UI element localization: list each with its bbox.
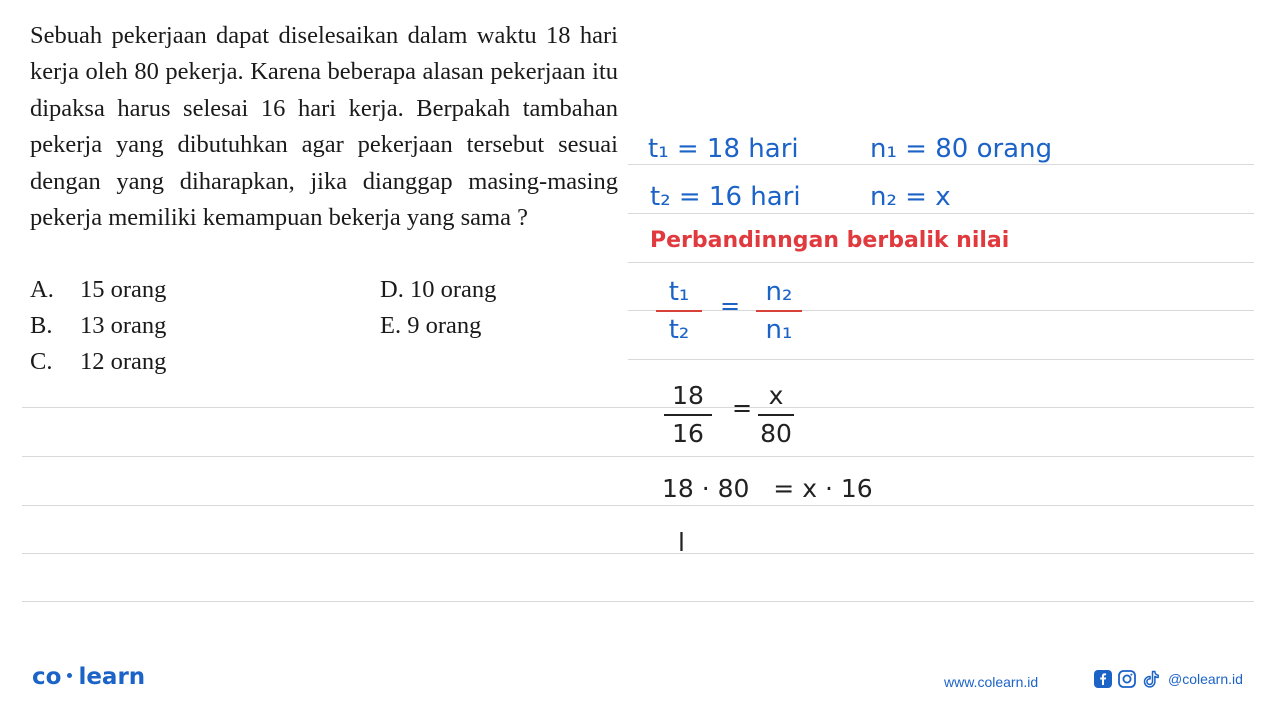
colearn-logo <box>32 664 145 690</box>
logo-left-text: co <box>32 664 62 690</box>
fraction-bar <box>656 310 702 312</box>
option-text: 9 orang <box>407 312 482 339</box>
ratio-right-fraction <box>756 276 802 346</box>
option-text: 10 orang <box>409 276 497 303</box>
fraction-numerator: x <box>768 381 784 410</box>
option-e <box>380 312 481 340</box>
fraction-bar <box>664 414 712 416</box>
ruled-line <box>22 505 1254 506</box>
cross-multiply-line: 18 · 80 = x · 16 <box>662 474 873 503</box>
ruled-line <box>22 553 1254 554</box>
ruled-line <box>628 213 1254 214</box>
fraction-numerator: n₂ <box>765 277 793 307</box>
fraction-denominator: t₂ <box>668 315 690 345</box>
fraction-bar <box>756 310 802 312</box>
logo-right-text: learn <box>78 664 146 690</box>
ruled-line <box>22 601 1254 602</box>
option-letter: E. <box>380 312 402 339</box>
given-t2: t₂ = 16 hari <box>650 182 801 212</box>
social-links <box>1094 670 1243 688</box>
option-b <box>30 312 166 340</box>
ruled-line <box>628 164 1254 165</box>
partial-next-line: l <box>678 528 685 557</box>
method-heading: Perbandinngan berbalik nilai <box>650 228 1010 253</box>
sub-left-fraction <box>664 380 712 450</box>
option-letter: D. <box>380 276 404 303</box>
tiktok-icon[interactable] <box>1142 670 1160 688</box>
ruled-line <box>628 359 1254 360</box>
ruled-line <box>22 407 1254 408</box>
sub-right-fraction <box>758 380 794 450</box>
social-handle[interactable]: @colearn.id <box>1168 671 1243 687</box>
website-link[interactable]: www.colearn.id <box>944 674 1039 690</box>
ruled-line <box>22 456 1254 457</box>
fraction-numerator: t₁ <box>668 277 690 307</box>
given-n2: n₂ = x <box>870 182 951 212</box>
fraction-denominator: n₁ <box>765 315 793 345</box>
given-n1: n₁ = 80 orang <box>870 134 1053 164</box>
facebook-icon[interactable] <box>1094 670 1112 688</box>
ratio-left-fraction <box>656 276 702 346</box>
fraction-numerator: 18 <box>672 381 704 410</box>
fraction-denominator: 80 <box>760 419 792 448</box>
option-text: 12 orang <box>80 348 167 375</box>
option-text: 15 orang <box>80 276 167 303</box>
fraction-bar <box>758 414 794 416</box>
sub-equals-sign: = <box>732 394 753 422</box>
fraction-denominator: 16 <box>672 419 704 448</box>
question-text: Sebuah pekerjaan dapat diselesaikan dalam waktu 18 hari kerja oleh 80 pekerja. Karena beberapa alasan pekerjaan itu dipaksa harus selesai 16 hari kerja. Berpakah tambahan pekerja yang dibutuhkan agar pekerjaan tersebut sesuai dengan yang diharapkan, jika dianggap masing-masing pekerja memiliki kemampuan bekerja yang sama ? <box>30 22 618 232</box>
option-d <box>380 276 496 304</box>
option-letter: B. <box>30 312 53 339</box>
option-letter: C. <box>30 348 53 375</box>
option-letter: A. <box>30 276 54 303</box>
option-c <box>30 348 166 376</box>
ratio-equals-sign: = <box>720 292 741 320</box>
logo-dot <box>67 673 72 678</box>
given-t1: t₁ = 18 hari <box>648 134 799 164</box>
ruled-line <box>628 262 1254 263</box>
instagram-icon[interactable] <box>1118 670 1136 688</box>
option-text: 13 orang <box>80 312 167 339</box>
option-a <box>30 276 166 304</box>
